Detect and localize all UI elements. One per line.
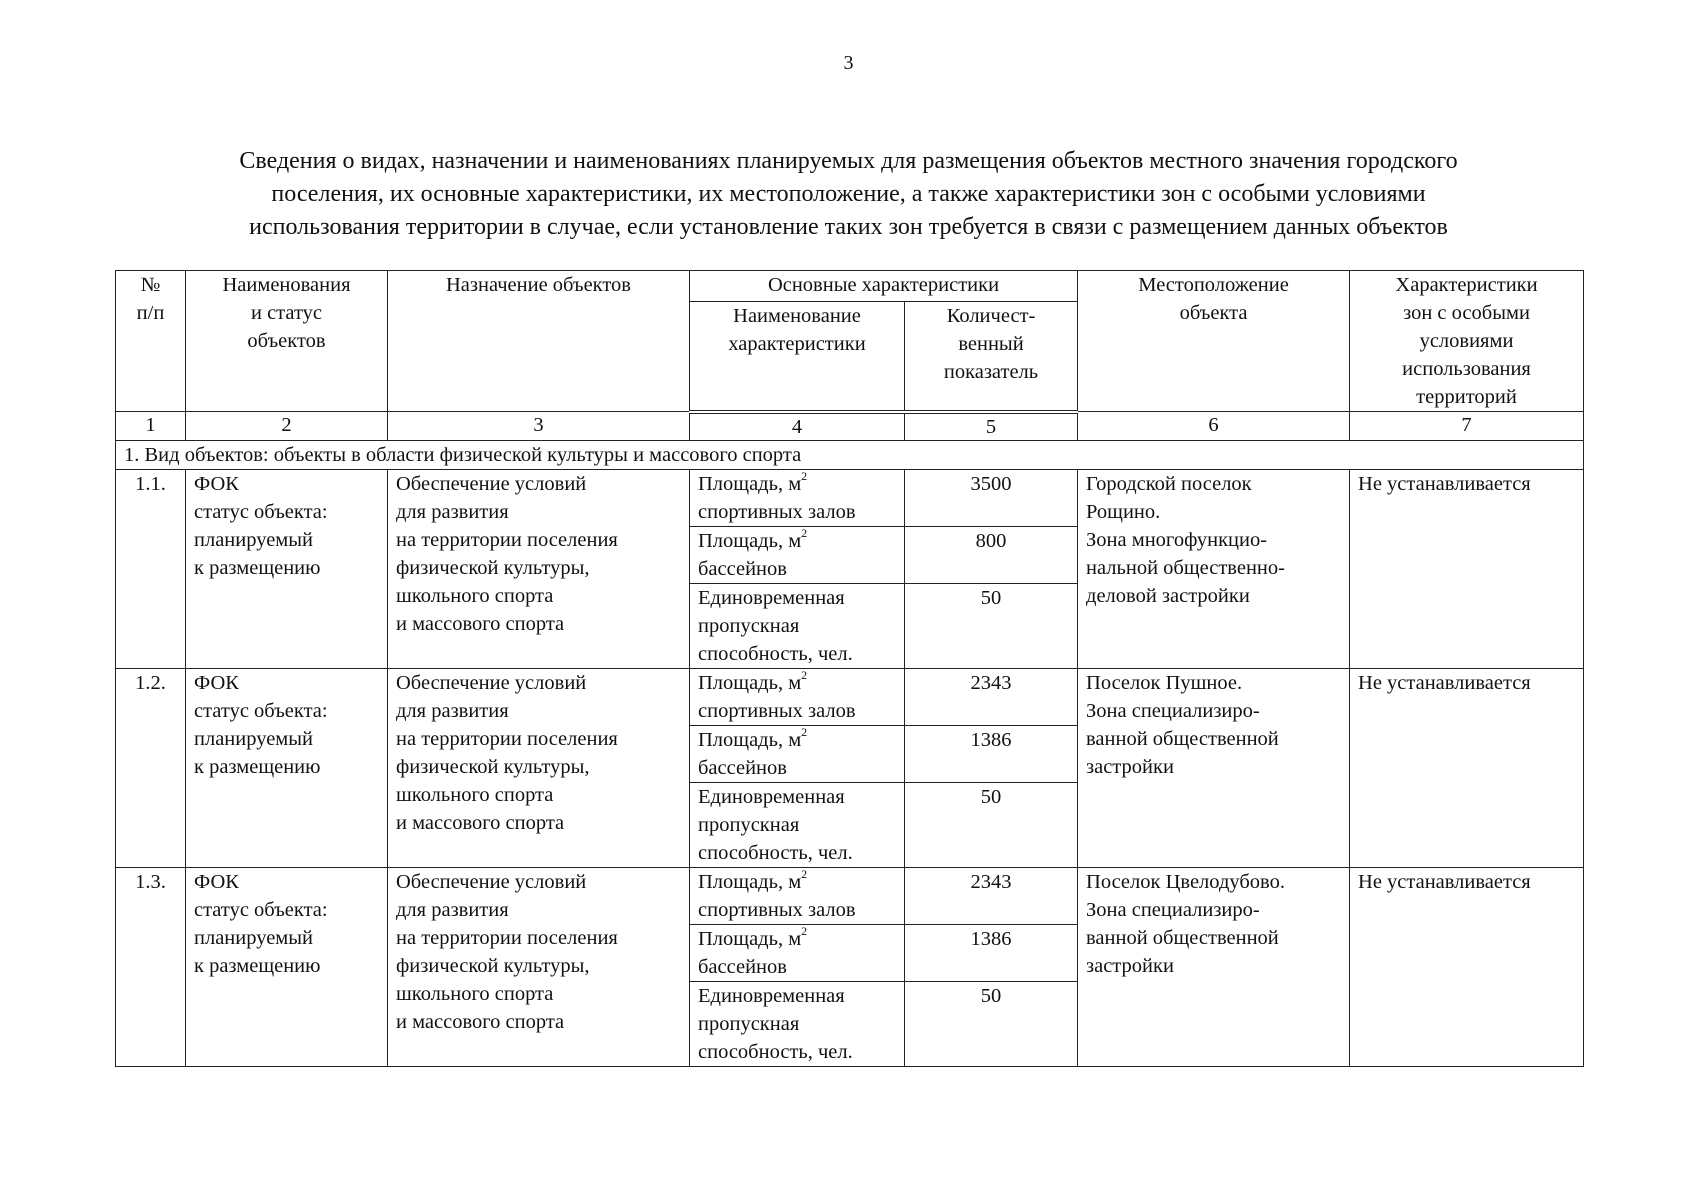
column-number: 7 (1350, 412, 1584, 441)
object-name: ФОК статус объекта: планируемый к размещению (186, 469, 388, 668)
characteristic-value: 50 (905, 981, 1078, 1066)
characteristic-sublabel: бассейнов (698, 557, 787, 580)
objects-table (115, 270, 1584, 1067)
characteristic-name (690, 867, 905, 924)
row-number: 1.2. (116, 668, 186, 867)
object-name: ФОК статус объекта: планируемый к размещению (186, 867, 388, 1066)
column-number: 1 (116, 412, 186, 441)
characteristic-value: 1386 (905, 924, 1078, 981)
header-characteristic-value: Количест- венный показатель (905, 301, 1078, 412)
object-purpose: Обеспечение условий для развития на территории поселения физической культуры, школьного спорта и массового спорта (388, 668, 690, 867)
object-purpose: Обеспечение условий для развития на территории поселения физической культуры, школьного спорта и массового спорта (388, 867, 690, 1066)
unit-superscript: 2 (801, 667, 808, 682)
characteristic-label: Площадь, м (698, 927, 802, 950)
characteristic-sublabel: бассейнов (698, 756, 787, 779)
title-line: Сведения о видах, назначении и наименованиях планируемых для размещения объектов местного значения городского (239, 148, 1458, 174)
zone-characteristics: Не устанавливается (1350, 867, 1584, 1066)
characteristic-name (690, 469, 905, 526)
characteristic-name (690, 526, 905, 583)
characteristic-value: 2343 (905, 668, 1078, 725)
characteristic-value: 800 (905, 526, 1078, 583)
characteristic-name (690, 725, 905, 782)
unit-superscript: 2 (801, 468, 808, 483)
title-line: поселения, их основные характеристики, их местоположение, а также характеристики зон с особыми условиями (271, 181, 1426, 207)
unit-superscript: 2 (801, 525, 808, 540)
unit-superscript: 2 (801, 923, 808, 938)
characteristic-label: Площадь, м (698, 870, 802, 893)
object-location: Поселок Цвелодубово. Зона специализиро- ванной общественной застройки (1078, 867, 1350, 1066)
characteristic-name (690, 924, 905, 981)
characteristic-value: 1386 (905, 725, 1078, 782)
table-row (116, 867, 1584, 924)
header-name: Наименования и статус объектов (186, 271, 388, 412)
characteristic-sublabel: спортивных залов (698, 898, 856, 921)
characteristic-label: Площадь, м (698, 671, 802, 694)
characteristic-name: Единовременная пропускная способность, чел. (690, 981, 905, 1066)
header-characteristic-name: Наименование характеристики (690, 301, 905, 412)
characteristic-sublabel: спортивных залов (698, 500, 856, 523)
page-number: 3 (843, 52, 854, 74)
characteristic-sublabel: спортивных залов (698, 699, 856, 722)
characteristic-value: 50 (905, 782, 1078, 867)
row-number: 1.1. (116, 469, 186, 668)
header-num: № п/п (116, 271, 186, 412)
unit-superscript: 2 (801, 724, 808, 739)
document-title (110, 145, 1587, 244)
header-purpose: Назначение объектов (388, 271, 690, 412)
column-number: 3 (388, 412, 690, 441)
header-main-characteristics: Основные характеристики (690, 271, 1078, 302)
column-numbers-row (116, 412, 1584, 441)
characteristic-sublabel: бассейнов (698, 955, 787, 978)
characteristic-label: Площадь, м (698, 728, 802, 751)
row-number: 1.3. (116, 867, 186, 1066)
table-row (116, 469, 1584, 526)
table-row (116, 668, 1584, 725)
title-line: использования территории в случае, если установление таких зон требуется в связи с размещением данных объектов (249, 214, 1448, 240)
characteristic-label: Площадь, м (698, 472, 802, 495)
column-number: 4 (690, 412, 905, 441)
characteristic-name: Единовременная пропускная способность, чел. (690, 583, 905, 668)
column-number: 5 (905, 412, 1078, 441)
unit-superscript: 2 (801, 866, 808, 881)
header-zones: Характеристики зон с особыми условиями использования территорий (1350, 271, 1584, 412)
zone-characteristics: Не устанавливается (1350, 668, 1584, 867)
object-location: Городской поселок Рощино. Зона многофункцио- нальной общественно- деловой застройки (1078, 469, 1350, 668)
object-location: Поселок Пушное. Зона специализиро- ванной общественной застройки (1078, 668, 1350, 867)
object-name: ФОК статус объекта: планируемый к размещению (186, 668, 388, 867)
characteristic-value: 50 (905, 583, 1078, 668)
characteristic-label: Площадь, м (698, 529, 802, 552)
characteristic-name: Единовременная пропускная способность, чел. (690, 782, 905, 867)
characteristic-value: 2343 (905, 867, 1078, 924)
object-purpose: Обеспечение условий для развития на территории поселения физической культуры, школьного спорта и массового спорта (388, 469, 690, 668)
column-number: 6 (1078, 412, 1350, 441)
column-number: 2 (186, 412, 388, 441)
header-location: Местоположение объекта (1078, 271, 1350, 412)
section-row (116, 440, 1584, 469)
zone-characteristics: Не устанавливается (1350, 469, 1584, 668)
characteristic-name (690, 668, 905, 725)
section-title: 1. Вид объектов: объекты в области физической культуры и массового спорта (116, 440, 1584, 469)
characteristic-value: 3500 (905, 469, 1078, 526)
